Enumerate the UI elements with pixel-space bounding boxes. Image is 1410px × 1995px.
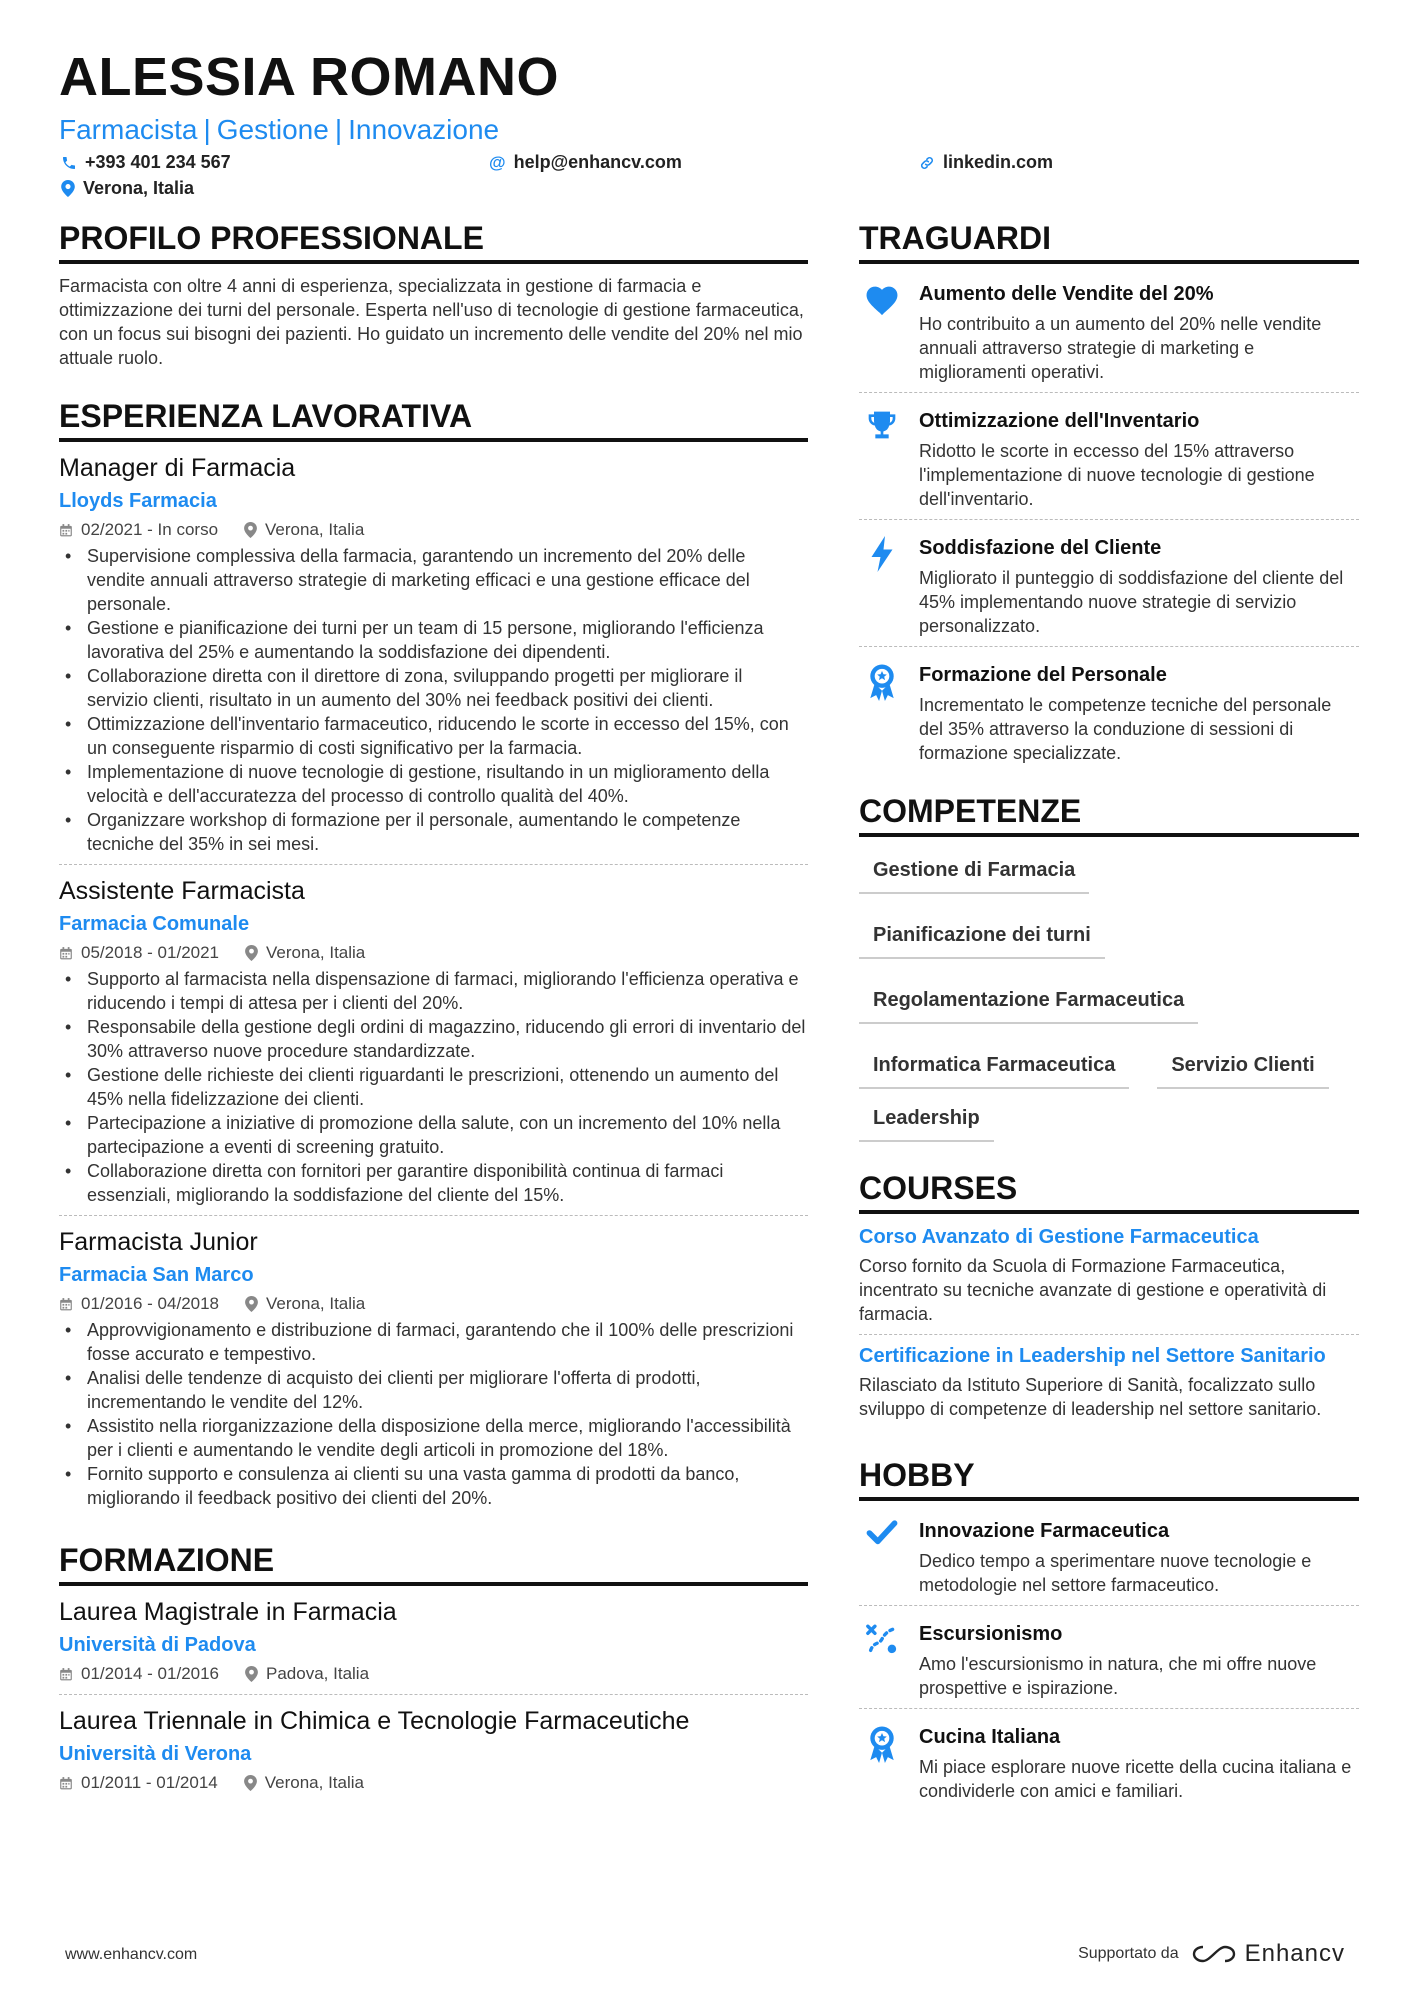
award-ribbon-icon <box>867 663 897 701</box>
footer-website-link[interactable]: www.enhancv.com <box>65 1946 198 1963</box>
location-pin-icon <box>244 1775 257 1791</box>
title-innovazione: Innovazione <box>348 114 500 145</box>
achievement-desc: Ho contribuito a un aumento del 20% nelle vendite annuali attraverso strategie di marketing e miglioramenti operativi. <box>919 314 1322 382</box>
hobby-text <box>919 1620 1359 1700</box>
page-footer <box>65 1940 1345 1970</box>
achievement-text <box>919 280 1359 384</box>
education-dates <box>59 1771 218 1795</box>
title-gestione: Gestione <box>216 114 329 145</box>
achievement-title: Formazione del Personale <box>919 664 1167 686</box>
job-bullet: • Collaborazione diretta con fornitori per garantire disponibilità continua di farmaci essenziali, migliorando la soddisfazione del cliente del 15%. <box>59 1159 808 1207</box>
contact-phone[interactable] <box>61 152 231 173</box>
achievement-icon-wrap <box>859 661 905 765</box>
job-meta <box>59 1292 808 1316</box>
job-bullet: • Ottimizzazione dell'inventario farmaceutico, riducendo le scorte in eccesso del 15%, con un conseguente risparmio di costi significativo per la farmacia. <box>59 712 808 760</box>
hobby-text <box>919 1723 1359 1803</box>
hobby-text <box>919 1517 1359 1597</box>
location-pin-icon <box>244 522 257 538</box>
contact-row <box>59 152 1359 208</box>
job-bullets <box>59 967 808 1207</box>
achievement-text <box>919 407 1359 511</box>
job-bullet: • Analisi delle tendenze di acquisto dei clienti per migliorare l'offerta di prodotti, incrementando le vendite del 12%. <box>59 1366 808 1414</box>
enhancv-infinity-icon <box>1191 1943 1237 1965</box>
section-title-achievements: TRAGUARDI <box>859 218 1359 264</box>
section-title-experience: ESPERIENZA LAVORATIVA <box>59 396 808 442</box>
education-dates <box>59 1662 219 1686</box>
education-location <box>245 1662 369 1686</box>
education-location-text: Verona, Italia <box>264 1773 364 1792</box>
skill-tag: Regolamentazione Farmaceutica <box>859 983 1198 1024</box>
job-entry <box>59 875 808 1216</box>
section-title-courses: COURSES <box>859 1168 1359 1214</box>
hobby-desc: Mi piace esplorare nuove ricette della cucina italiana e condividerle con amici e familiari. <box>919 1757 1352 1801</box>
hobby-item <box>859 1614 1359 1709</box>
achievement-icon-wrap <box>859 280 905 384</box>
email-value: help@enhancv.com <box>513 152 682 172</box>
job-dates-text: 05/2018 - 01/2021 <box>81 943 220 962</box>
education-school: Università di Verona <box>59 1743 252 1765</box>
education-school: Università di Padova <box>59 1634 256 1656</box>
achievement-desc: Migliorato il punteggio di soddisfazione del cliente del 45% implementando nuove strategie di servizio personalizzato. <box>919 568 1344 636</box>
job-bullet: • Responsabile della gestione degli ordini di magazzino, riducendo gli errori di inventario del 30% attraverso nuove procedure standardizzate. <box>59 1015 808 1063</box>
education-meta <box>59 1662 808 1686</box>
achievement-item <box>859 655 1359 773</box>
achievement-item <box>859 274 1359 393</box>
right-column <box>859 218 1359 1837</box>
job-dates-text: 02/2021 - In corso <box>81 520 219 539</box>
education-meta <box>59 1771 808 1795</box>
job-bullet: • Approvvigionamento e distribuzione di farmaci, garantendo che il 100% delle prescrizioni fosse accurato e tempestivo. <box>59 1318 808 1366</box>
award-ribbon-icon <box>867 1725 897 1763</box>
job-company: Lloyds Farmacia <box>59 490 217 512</box>
course-desc: Rilasciato da Istituto Superiore di Sanità, focalizzato sullo sviluppo di competenze di leadership nel settore sanitario. <box>859 1375 1322 1419</box>
section-title-skills: COMPETENZE <box>859 791 1359 837</box>
hobby-desc: Dedico tempo a sperimentare nuove tecnologie e metodologie nel settore farmaceutico. <box>919 1551 1312 1595</box>
skills-section <box>859 791 1359 1142</box>
experience-section <box>59 396 808 1518</box>
title-farmacista: Farmacista <box>59 114 198 145</box>
education-section <box>59 1540 808 1803</box>
hobby-icon-wrap <box>859 1723 905 1803</box>
job-company: Farmacia Comunale <box>59 913 250 935</box>
enhancv-wordmark: Enhancv <box>1244 1940 1345 1967</box>
powered-by-label: Supportato da <box>1078 1945 1179 1962</box>
hobby-title: Innovazione Farmaceutica <box>919 1520 1170 1542</box>
hobby-title: Cucina Italiana <box>919 1726 1061 1748</box>
phone-icon <box>61 155 77 171</box>
skill-tag: Servizio Clienti <box>1157 1048 1328 1089</box>
contact-location <box>61 178 194 199</box>
achievement-text <box>919 661 1359 765</box>
calendar-icon <box>59 1667 73 1682</box>
section-title-profile: PROFILO PROFESSIONALE <box>59 218 808 264</box>
education-degree: Laurea Magistrale in Farmacia <box>59 1598 397 1626</box>
trophy-icon <box>865 409 899 441</box>
contact-linkedin[interactable] <box>919 152 1053 173</box>
hobby-section <box>859 1455 1359 1811</box>
achievement-icon-wrap <box>859 534 905 638</box>
job-bullet: • Organizzare workshop di formazione per il personale, aumentando le competenze tecniche del 35% in sei mesi. <box>59 808 808 856</box>
course-title: Certificazione in Leadership nel Settore Sanitario <box>859 1345 1326 1367</box>
job-company: Farmacia San Marco <box>59 1264 254 1286</box>
education-dates-text: 01/2014 - 01/2016 <box>81 1664 220 1683</box>
job-dates-text: 01/2016 - 04/2018 <box>81 1294 220 1313</box>
achievement-item <box>859 401 1359 520</box>
achievement-text <box>919 534 1359 638</box>
achievements-section <box>859 218 1359 773</box>
calendar-icon <box>59 1297 73 1312</box>
job-bullets <box>59 1318 808 1510</box>
job-meta <box>59 941 808 965</box>
location-pin-icon <box>61 180 75 197</box>
education-dates-text: 01/2011 - 01/2014 <box>81 1773 218 1792</box>
course-item <box>859 1224 1359 1335</box>
education-location <box>244 1771 364 1795</box>
phone-value: +393 401 234 567 <box>85 152 231 172</box>
link-icon <box>919 155 935 171</box>
achievement-item <box>859 528 1359 647</box>
job-bullet: • Collaborazione diretta con il direttore di zona, sviluppando progetti per migliorare il servizio clienti, risultato in un aumento del 30% nei feedback positivi dei clienti. <box>59 664 808 712</box>
enhancv-logo[interactable] <box>1191 1940 1345 1968</box>
location-pin-icon <box>245 1296 258 1312</box>
job-entry <box>59 452 808 865</box>
job-role: Farmacista Junior <box>59 1228 258 1256</box>
resume-header <box>59 44 1359 208</box>
job-entry <box>59 1226 808 1518</box>
linkedin-value: linkedin.com <box>943 152 1054 172</box>
job-dates <box>59 1292 219 1316</box>
hobby-icon-wrap <box>859 1517 905 1597</box>
job-dates <box>59 518 218 542</box>
skill-tag: Pianificazione dei turni <box>859 918 1105 959</box>
profile-text: Farmacista con oltre 4 anni di esperienza, specializzata in gestione di farmacia e ottimizzazione dei turni del personale. Esperta nell'uso di tecnologie di gestione farmaceutica, con un focus sui bisogni dei pazienti. Ho guidato un incremento delle vendite del 20% nel mio attuale ruolo. <box>59 276 804 368</box>
achievement-icon-wrap <box>859 407 905 511</box>
course-title: Corso Avanzato di Gestione Farmaceutica <box>859 1226 1259 1248</box>
job-location-text: Verona, Italia <box>266 943 366 962</box>
left-column <box>59 218 808 1829</box>
location-value: Verona, Italia <box>83 178 195 198</box>
location-pin-icon <box>245 945 258 961</box>
job-bullet: • Assistito nella riorganizzazione della disposizione della merce, migliorando l'accessibilità per i clienti e aumentando le vendite degli articoli in promozione del 18%. <box>59 1414 808 1462</box>
skills-list <box>859 847 1359 1142</box>
job-bullet: • Supervisione complessiva della farmacia, garantendo un incremento del 20% delle vendite annuali attraverso strategie di marketing efficaci e una gestione efficace del personale. <box>59 544 808 616</box>
candidate-name: ALESSIA ROMANO <box>59 47 560 107</box>
courses-section <box>859 1168 1359 1429</box>
job-dates <box>59 941 219 965</box>
title-line <box>59 112 1359 148</box>
at-icon: @ <box>489 152 506 172</box>
education-entry <box>59 1596 808 1695</box>
hiking-route-icon <box>865 1622 899 1656</box>
job-bullets <box>59 544 808 856</box>
achievement-desc: Ridotto le scorte in eccesso del 15% attraverso l'implementazione di nuove tecnologie di gestione dell'inventario. <box>919 441 1315 509</box>
hobby-item <box>859 1511 1359 1606</box>
job-location <box>245 941 365 965</box>
education-location-text: Padova, Italia <box>266 1664 370 1683</box>
job-bullet: • Partecipazione a iniziative di promozione della salute, con un incremento del 10% nella partecipazione a eventi di screening gratuito. <box>59 1111 808 1159</box>
skill-tag: Informatica Farmaceutica <box>859 1048 1129 1089</box>
hobby-desc: Amo l'escursionismo in natura, che mi offre nuove prospettive e ispirazione. <box>919 1654 1317 1698</box>
contact-email[interactable] <box>489 152 682 173</box>
achievement-title: Aumento delle Vendite del 20% <box>919 283 1214 305</box>
job-role: Assistente Farmacista <box>59 877 305 905</box>
location-pin-icon <box>245 1666 258 1682</box>
achievement-title: Ottimizzazione dell'Inventario <box>919 410 1200 432</box>
job-location-text: Verona, Italia <box>266 1294 366 1313</box>
lightning-icon <box>868 536 896 572</box>
job-meta <box>59 518 808 542</box>
section-title-education: FORMAZIONE <box>59 1540 808 1586</box>
education-entry <box>59 1705 808 1803</box>
heart-icon <box>863 282 901 316</box>
job-bullet: • Fornito supporto e consulenza ai clienti su una vasta gamma di prodotti da banco, migliorando il feedback positivo dei clienti del 20%. <box>59 1462 808 1510</box>
skill-tag: Gestione di Farmacia <box>859 853 1089 894</box>
hobby-title: Escursionismo <box>919 1623 1063 1645</box>
calendar-icon <box>59 946 73 961</box>
job-location <box>244 518 364 542</box>
footer-brand <box>1078 1940 1345 1968</box>
job-location <box>245 1292 365 1316</box>
job-location-text: Verona, Italia <box>265 520 365 539</box>
job-bullet: • Gestione e pianificazione dei turni per un team di 15 persone, migliorando l'efficienza lavorativa del 25% e aumentando la soddisfazione dei dipendenti. <box>59 616 808 664</box>
course-item <box>859 1343 1359 1429</box>
job-bullet: • Gestione delle richieste dei clienti riguardanti le prescrizioni, ottenendo un aumento del 45% nella fidelizzazione dei clienti. <box>59 1063 808 1111</box>
job-role: Manager di Farmacia <box>59 454 296 482</box>
education-degree: Laurea Triennale in Chimica e Tecnologie Farmaceutiche <box>59 1707 690 1735</box>
checkmark-icon <box>865 1519 899 1547</box>
title-separator: | <box>334 114 343 145</box>
calendar-icon <box>59 1776 73 1791</box>
title-separator: | <box>203 114 211 145</box>
profile-section <box>59 218 808 370</box>
section-title-hobby: HOBBY <box>859 1455 1359 1501</box>
job-bullet: • Supporto al farmacista nella dispensazione di farmaci, migliorando l'efficienza operativa e riducendo i tempi di attesa per i clienti del 20%. <box>59 967 808 1015</box>
course-desc: Corso fornito da Scuola di Formazione Farmaceutica, incentrato su tecniche avanzate di gestione e operatività di farmacia. <box>859 1256 1327 1324</box>
job-bullet: • Implementazione di nuove tecnologie di gestione, risultando in un miglioramento della velocità e dell'accuratezza del processo di controllo qualità del 40%. <box>59 760 808 808</box>
skill-tag: Leadership <box>859 1101 994 1142</box>
hobby-icon-wrap <box>859 1620 905 1700</box>
hobby-item <box>859 1717 1359 1811</box>
achievement-title: Soddisfazione del Cliente <box>919 537 1162 559</box>
achievement-desc: Incrementato le competenze tecniche del personale del 35% attraverso la conduzione di sessioni di formazione specializzate. <box>919 695 1332 763</box>
calendar-icon <box>59 523 73 538</box>
